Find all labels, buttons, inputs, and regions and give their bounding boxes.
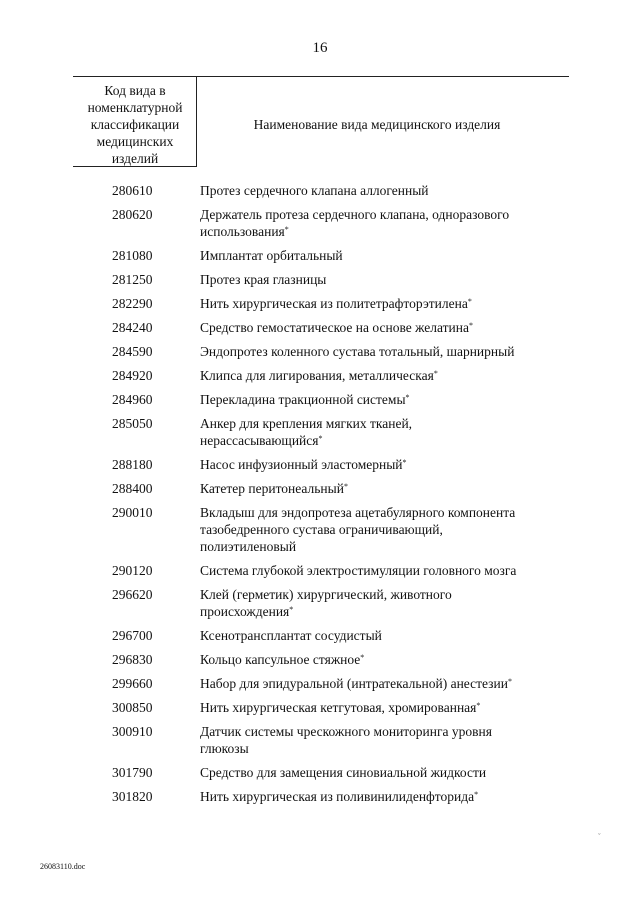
device-name-text: Нить хирургическая из политетрафторэтилена — [200, 296, 468, 311]
device-code: 284240 — [112, 320, 153, 335]
device-code: 284920 — [112, 368, 153, 383]
device-table-body — [0, 182, 640, 812]
code-header-line: классификации — [90, 117, 180, 132]
device-code: 280620 — [112, 207, 153, 222]
device-name-line — [200, 562, 560, 579]
device-name-text: Перекладина тракционной системы — [200, 392, 406, 407]
table-row — [0, 271, 640, 288]
device-name-text: Клипса для лигирования, металлическая — [200, 368, 434, 383]
device-name-text: Эндопротез коленного сустава тотальный, шарнирный — [200, 344, 515, 359]
device-name-line — [200, 651, 560, 668]
table-row — [0, 206, 640, 240]
table-row — [0, 295, 640, 312]
device-name — [158, 182, 560, 199]
device-name-text: глюкозы — [200, 741, 249, 756]
code-header-line: номенклатурной — [87, 100, 183, 115]
device-name — [158, 367, 560, 384]
device-code: 296620 — [112, 587, 153, 602]
device-code: 285050 — [112, 416, 153, 431]
device-name-line — [200, 206, 560, 223]
device-code: 280610 — [112, 183, 153, 198]
device-code: 281080 — [112, 248, 153, 263]
table-row — [0, 319, 640, 336]
table-row — [0, 699, 640, 716]
footnote-star: * — [474, 790, 479, 799]
device-code: 299660 — [112, 676, 153, 691]
device-name-text: Кольцо капсульное стяжное — [200, 652, 361, 667]
device-name — [158, 247, 560, 264]
table-row — [0, 651, 640, 668]
table-row — [0, 367, 640, 384]
device-name-text: происхождения — [200, 604, 290, 619]
device-name-line — [200, 740, 560, 757]
device-name-text: Протез края глазницы — [200, 272, 327, 287]
table-row — [0, 675, 640, 692]
device-name-line — [200, 319, 560, 336]
code-header-line: Код вида в — [104, 83, 166, 98]
device-name — [158, 562, 560, 579]
device-name-line — [200, 504, 560, 521]
device-name-line — [200, 480, 560, 497]
device-name-line — [200, 415, 560, 432]
device-name — [158, 415, 560, 449]
table-row — [0, 788, 640, 805]
footnote-star: * — [507, 677, 512, 686]
device-code: 281250 — [112, 272, 153, 287]
device-name-text: Вкладыш для эндопротеза ацетабулярного компонента — [200, 505, 516, 520]
device-name — [158, 480, 560, 497]
footnote-star: * — [360, 653, 365, 662]
device-name-line — [200, 247, 560, 264]
device-code: 300850 — [112, 700, 153, 715]
table-row — [0, 627, 640, 644]
device-name-line — [200, 432, 560, 449]
footnote-star: * — [433, 369, 438, 378]
device-code: 284590 — [112, 344, 153, 359]
footnote-star: * — [405, 393, 410, 402]
device-code: 290010 — [112, 505, 153, 520]
device-name-line — [200, 295, 560, 312]
device-name-line — [200, 456, 560, 473]
margin-mark: ˇ — [598, 832, 601, 841]
table-row — [0, 723, 640, 757]
table-row — [0, 562, 640, 579]
device-name-text: Катетер перитонеальный — [200, 481, 344, 496]
footnote-star: * — [343, 482, 348, 491]
device-name-text: Клей (герметик) хирургический, животного — [200, 587, 452, 602]
footnote-star: * — [468, 321, 473, 330]
device-name-line — [200, 723, 560, 740]
device-code: 290120 — [112, 563, 153, 578]
table-row — [0, 456, 640, 473]
table-row — [0, 586, 640, 620]
device-name-text: Нить хирургическая из поливинилиденфторида — [200, 789, 475, 804]
device-name — [158, 343, 560, 360]
device-name-text: использования — [200, 224, 285, 239]
device-name-line — [200, 699, 560, 716]
code-header-line: изделий — [111, 151, 159, 166]
device-code: 282290 — [112, 296, 153, 311]
footnote-star: * — [467, 297, 472, 306]
device-name-text: Держатель протеза сердечного клапана, одноразового — [200, 207, 510, 222]
device-name-text: Средство для замещения синовиальной жидкости — [200, 765, 487, 780]
footnote-star: * — [284, 225, 289, 234]
device-name-line — [200, 538, 560, 555]
device-code: 288180 — [112, 457, 153, 472]
device-name-text: Имплантат орбитальный — [200, 248, 343, 263]
device-name-text: полиэтиленовый — [200, 539, 297, 554]
table-row — [0, 480, 640, 497]
device-name-line — [200, 182, 560, 199]
device-name-text: Протез сердечного клапана аллогенный — [200, 183, 429, 198]
device-code: 296830 — [112, 652, 153, 667]
device-name-text: нерассасывающийся — [200, 433, 319, 448]
device-name-text: Насос инфузионный эластомерный — [200, 457, 403, 472]
device-name — [158, 206, 560, 240]
device-name-line — [200, 627, 560, 644]
device-name — [158, 651, 560, 668]
device-name — [158, 788, 560, 805]
device-name-text: Средство гемостатическое на основе желатина — [200, 320, 469, 335]
device-name-text: Датчик системы чрескожного мониторинга уровня — [200, 724, 492, 739]
name-column-header: Наименование вида медицинского изделия — [253, 117, 501, 132]
device-name-line — [200, 271, 560, 288]
code-column-header — [73, 82, 197, 167]
device-name — [158, 627, 560, 644]
device-name — [158, 675, 560, 692]
footnote-star: * — [476, 701, 481, 710]
device-code: 296700 — [112, 628, 153, 643]
device-name — [158, 586, 560, 620]
footnote-star: * — [402, 458, 407, 467]
table-top-rule — [73, 76, 569, 77]
table-row — [0, 247, 640, 264]
device-code: 301820 — [112, 789, 153, 804]
device-name-text: Нить хирургическая кетгутовая, хромированная — [200, 700, 477, 715]
device-code: 300910 — [112, 724, 153, 739]
device-name — [158, 764, 560, 781]
device-name-line — [200, 764, 560, 781]
device-code: 284960 — [112, 392, 153, 407]
device-name-line — [200, 521, 560, 538]
table-row — [0, 343, 640, 360]
device-name-line — [200, 391, 560, 408]
device-name — [158, 391, 560, 408]
device-name-text: Система глубокой электростимуляции головного мозга — [200, 563, 517, 578]
table-row — [0, 504, 640, 555]
device-code: 288400 — [112, 481, 153, 496]
device-name-text: Ксенотрансплантат сосудистый — [200, 628, 382, 643]
device-name-text: Анкер для крепления мягких тканей, — [200, 416, 413, 431]
device-name — [158, 699, 560, 716]
device-name-line — [200, 343, 560, 360]
device-name-text: тазобедренного сустава ограничивающий, — [200, 522, 443, 537]
device-name — [158, 319, 560, 336]
device-code: 301790 — [112, 765, 153, 780]
device-name-line — [200, 788, 560, 805]
device-name-text: Набор для эпидуральной (интратекальной) анестезии — [200, 676, 508, 691]
code-header-line: медицинских — [96, 134, 174, 149]
device-name-line — [200, 586, 560, 603]
footnote-star: * — [318, 434, 323, 443]
table-row — [0, 391, 640, 408]
device-name-line — [200, 223, 560, 240]
table-row — [0, 415, 640, 449]
page-number: 16 — [312, 40, 328, 56]
device-name — [158, 504, 560, 555]
footer-filename: 26083110.doc — [40, 862, 86, 871]
table-row — [0, 182, 640, 199]
device-name — [158, 723, 560, 757]
device-name — [158, 271, 560, 288]
footnote-star: * — [289, 605, 294, 614]
device-name-line — [200, 367, 560, 384]
table-row — [0, 764, 640, 781]
device-name-line — [200, 675, 560, 692]
device-name — [158, 295, 560, 312]
device-name-line — [200, 603, 560, 620]
device-name — [158, 456, 560, 473]
